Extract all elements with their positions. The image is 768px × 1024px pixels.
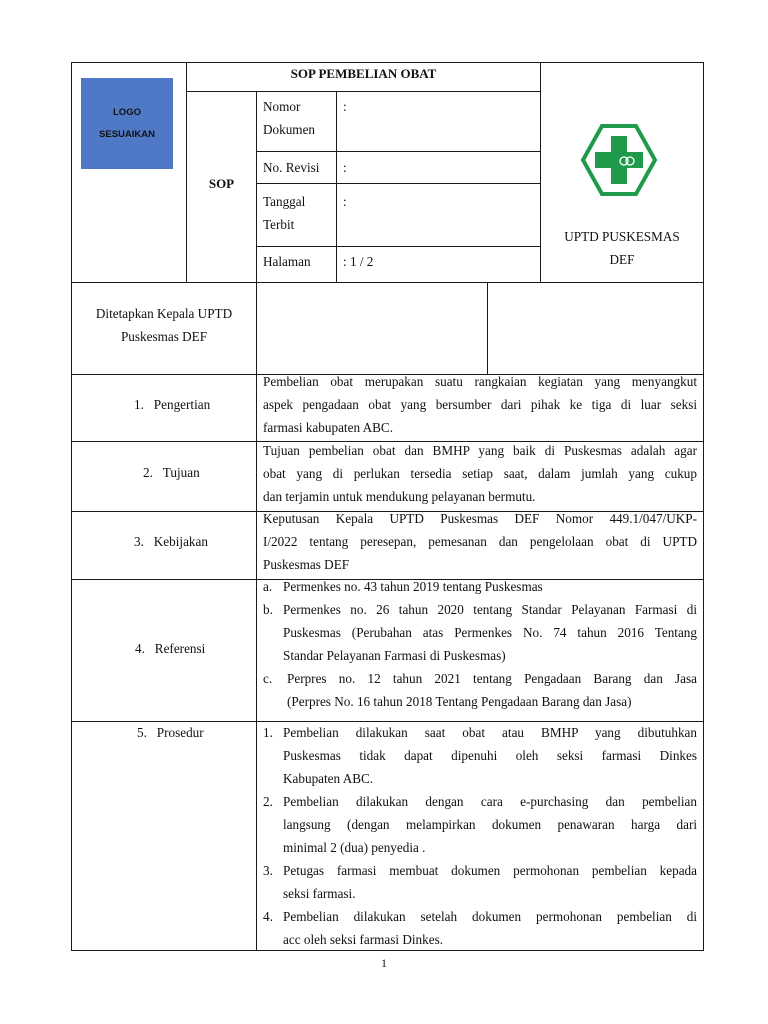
section-label-pengertian: 1. Pengertian — [134, 397, 211, 412]
approval-signature-cell — [257, 283, 487, 374]
prosedur-step: 1. Pembelian dilakukan saat obat atau BMHP yang dibutuhkan Puskesmas tidak dapat dipenuhi oleh seksi farmasi Dinkes Kabupaten ABC. — [263, 725, 697, 786]
section-label-tujuan: 2. Tujuan — [143, 465, 200, 480]
prosedur-step: 4. Pembelian dilakukan setelah dokumen permohonan pembelian di acc oleh seksi farmasi Dinkes. — [263, 909, 697, 947]
section-label-prosedur: 5. Prosedur — [137, 725, 204, 740]
referensi-item: a. Permenkes no. 43 tahun 2019 tentang Puskesmas — [263, 579, 543, 594]
referensi-item: b. Permenkes no. 26 tahun 2020 tentang Standar Pelayanan Farmasi di Puskesmas (Perubahan atas Permenkes No. 74 tahun 2016 Tentang Standar Pelayanan Farmasi di Puskesmas) — [263, 602, 697, 663]
tujuan-text: Tujuan pembelian obat dan BMHP yang baik di Puskesmas adalah agar obat yang di perlukan tersedia setiap saat, dalam jumlah yang cukup dan terjamin untuk mendukung pelayanan bermutu. — [263, 443, 697, 504]
field-tanggal-terbit-label: Tanggal Terbit — [263, 194, 306, 232]
logo-text-line1: LOGO — [113, 106, 141, 118]
kebijakan-text: Keputusan Kepala UPTD Puskesmas DEF Nomor 449.1/047/UKP- I/2022 tentang peresepan, pemesanan dan pengelolaan obat di UPTD Puskesmas DEF — [263, 511, 697, 572]
sop-label: SOP — [208, 176, 235, 191]
logo-placeholder — [81, 78, 173, 169]
pengertian-text: Pembelian obat merupakan suatu rangkaian kegiatan yang menyangkut aspek pengadaan obat yang bersumber dari pihak ke tiga di luar seksi farmasi kabupaten ABC. — [263, 374, 697, 435]
referensi-item: c. Perpres no. 12 tahun 2021 tentang Pengadaan Barang dan Jasa (Perpres No. 16 tahun 2018 Tentang Pengadaan Barang dan Jasa) — [263, 671, 697, 709]
field-nomor-dokumen-value: : — [343, 99, 347, 114]
prosedur-list — [263, 721, 697, 951]
referensi-list — [263, 575, 697, 713]
field-nomor-dokumen-label: Nomor Dokumen — [263, 99, 316, 137]
prosedur-step: 2. Pembelian dilakukan dengan cara e-purchasing dan pembelian langsung (dengan melampirkan dokumen penawaran harga dari minimal 2 (dua) penyedia . — [263, 794, 697, 855]
section-label-kebijakan: 3. Kebijakan — [134, 534, 208, 549]
page-number: 1 — [381, 956, 387, 970]
field-no-revisi-value: : — [343, 160, 347, 175]
field-halaman-label: Halaman — [263, 254, 311, 269]
section-label-referensi: 4. Referensi — [135, 641, 206, 656]
organization-name: UPTD PUSKESMAS DEF — [564, 229, 680, 267]
field-halaman-value: : 1 / 2 — [343, 254, 374, 269]
puskesmas-emblem-icon — [580, 123, 658, 197]
prosedur-step: 3. Petugas farmasi membuat dokumen permohonan pembelian kepada seksi farmasi. — [263, 863, 697, 901]
document-title: SOP PEMBELIAN OBAT — [290, 66, 437, 81]
field-no-revisi-label: No. Revisi — [263, 160, 320, 175]
approval-stamp-cell — [488, 283, 703, 374]
approval-label: Ditetapkan Kepala UPTD Puskesmas DEF — [95, 306, 233, 344]
field-tanggal-terbit-value: : — [343, 194, 347, 209]
logo-text-line2: SESUAIKAN — [99, 128, 155, 140]
